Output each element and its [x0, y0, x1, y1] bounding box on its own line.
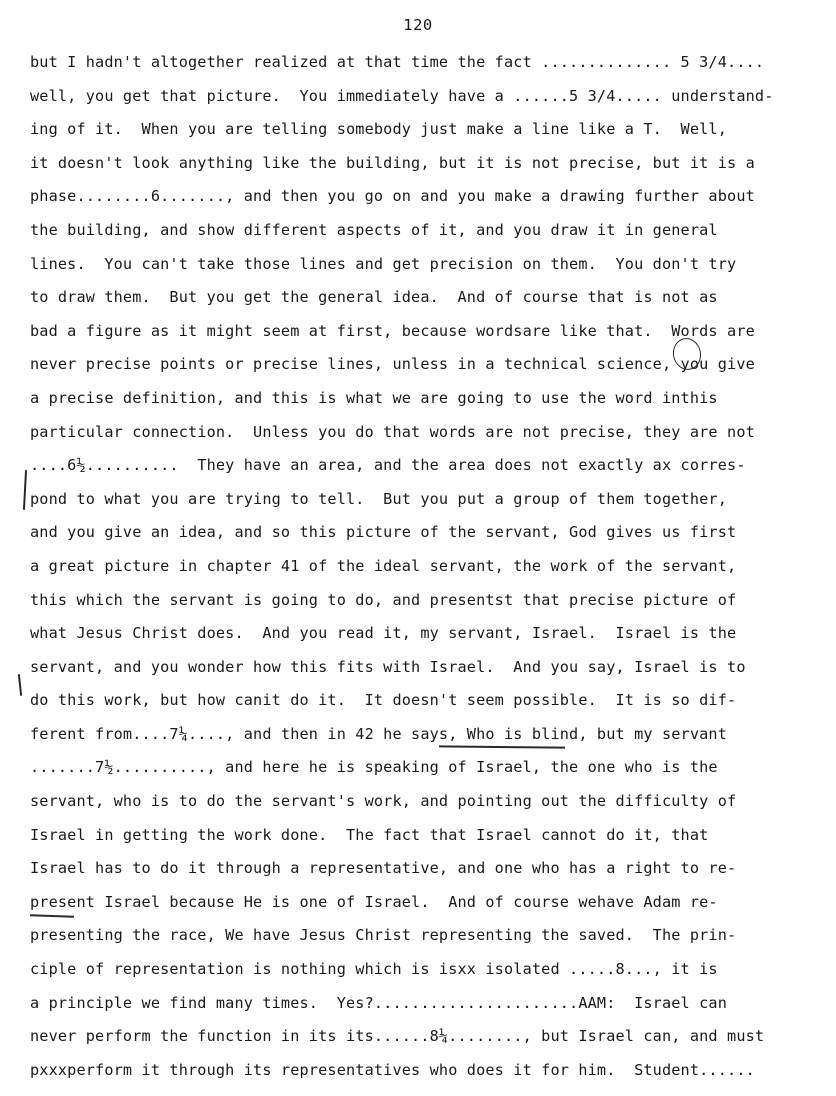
text-line: ....6½.......... They have an area, and the area does not exactly ax corres- [30, 456, 746, 475]
text-line: presenting the race, We have Jesus Christ representing the saved. The prin- [30, 926, 737, 945]
text-line: pond to what you are trying to tell. But you put a group of them together, [30, 489, 728, 508]
text-line: Israel in getting the work done. The fact that Israel cannot do it, that [30, 825, 709, 844]
text-line: present Israel because He is one of Israel. And of course wehave Adam re- [30, 892, 718, 911]
text-line: a precise definition, and this is what we are going to use the word inthis [30, 388, 718, 407]
text-line: it doesn't look anything like the building, but it is not precise, but it is a [30, 153, 755, 172]
text-line: do this work, but how canit do it. It doesn't seem possible. It is so dif- [30, 691, 737, 710]
text-line: this which the servant is going to do, and presentst that precise picture of [30, 590, 737, 609]
text-line: a great picture in chapter 41 of the ideal servant, the work of the servant, [30, 556, 737, 575]
text-line: Israel has to do it through a representative, and one who has a right to re- [30, 859, 737, 878]
text-line: and you give an idea, and so this picture of the servant, God gives us first [30, 523, 737, 542]
text-line: a principle we find many times. Yes?......................AAM: Israel can [30, 993, 728, 1012]
margin-pen-mark [23, 470, 27, 510]
text-line: servant, who is to do the servant's work, and pointing out the difficulty of [30, 792, 737, 811]
text-line: servant, and you wonder how this fits with Israel. And you say, Israel is to [30, 657, 746, 676]
text-line: ciple of representation is nothing which is isxx isolated .....8..., it is [30, 960, 718, 979]
text-line: but I hadn't altogether realized at that time the fact .............. 5 3/4.... [30, 53, 765, 71]
text-line: the building, and show different aspects of it, and you draw it in general [30, 220, 718, 239]
text-line: ferent from....7¼...., and then in 42 he says, Who is blind, but my servant [30, 724, 728, 743]
text-line: bad a figure as it might seem at first, because wordsare like that. Words are [30, 321, 755, 340]
margin-pen-mark [18, 674, 22, 696]
text-line: ing of it. When you are telling somebody just make a line like a T. Well, [30, 120, 728, 139]
text-line: pxxxperform it through its representatives who does it for him. Student...... [30, 1060, 755, 1079]
text-line: phase........6......., and then you go on and you make a drawing further about [30, 187, 755, 206]
page-number: 120 [403, 16, 433, 34]
text-line: to draw them. But you get the general idea. And of course that is not as [30, 288, 718, 307]
text-line: particular connection. Unless you do that words are not precise, they are not [30, 422, 755, 441]
text-line: .......7½.........., and here he is speaking of Israel, the one who is the [30, 758, 718, 777]
text-line: what Jesus Christ does. And you read it, my servant, Israel. Israel is the [30, 624, 737, 643]
text-line: never precise points or precise lines, unless in a technical science, you give [30, 355, 755, 374]
transcript-body [30, 48, 830, 1089]
text-line: lines. You can't take those lines and get precision on them. You don't try [30, 254, 737, 273]
text-line: never perform the function in its its......8¼........, but Israel can, and must [30, 1027, 765, 1046]
text-line: well, you get that picture. You immediately have a ......5 3/4..... understand- [30, 86, 774, 105]
